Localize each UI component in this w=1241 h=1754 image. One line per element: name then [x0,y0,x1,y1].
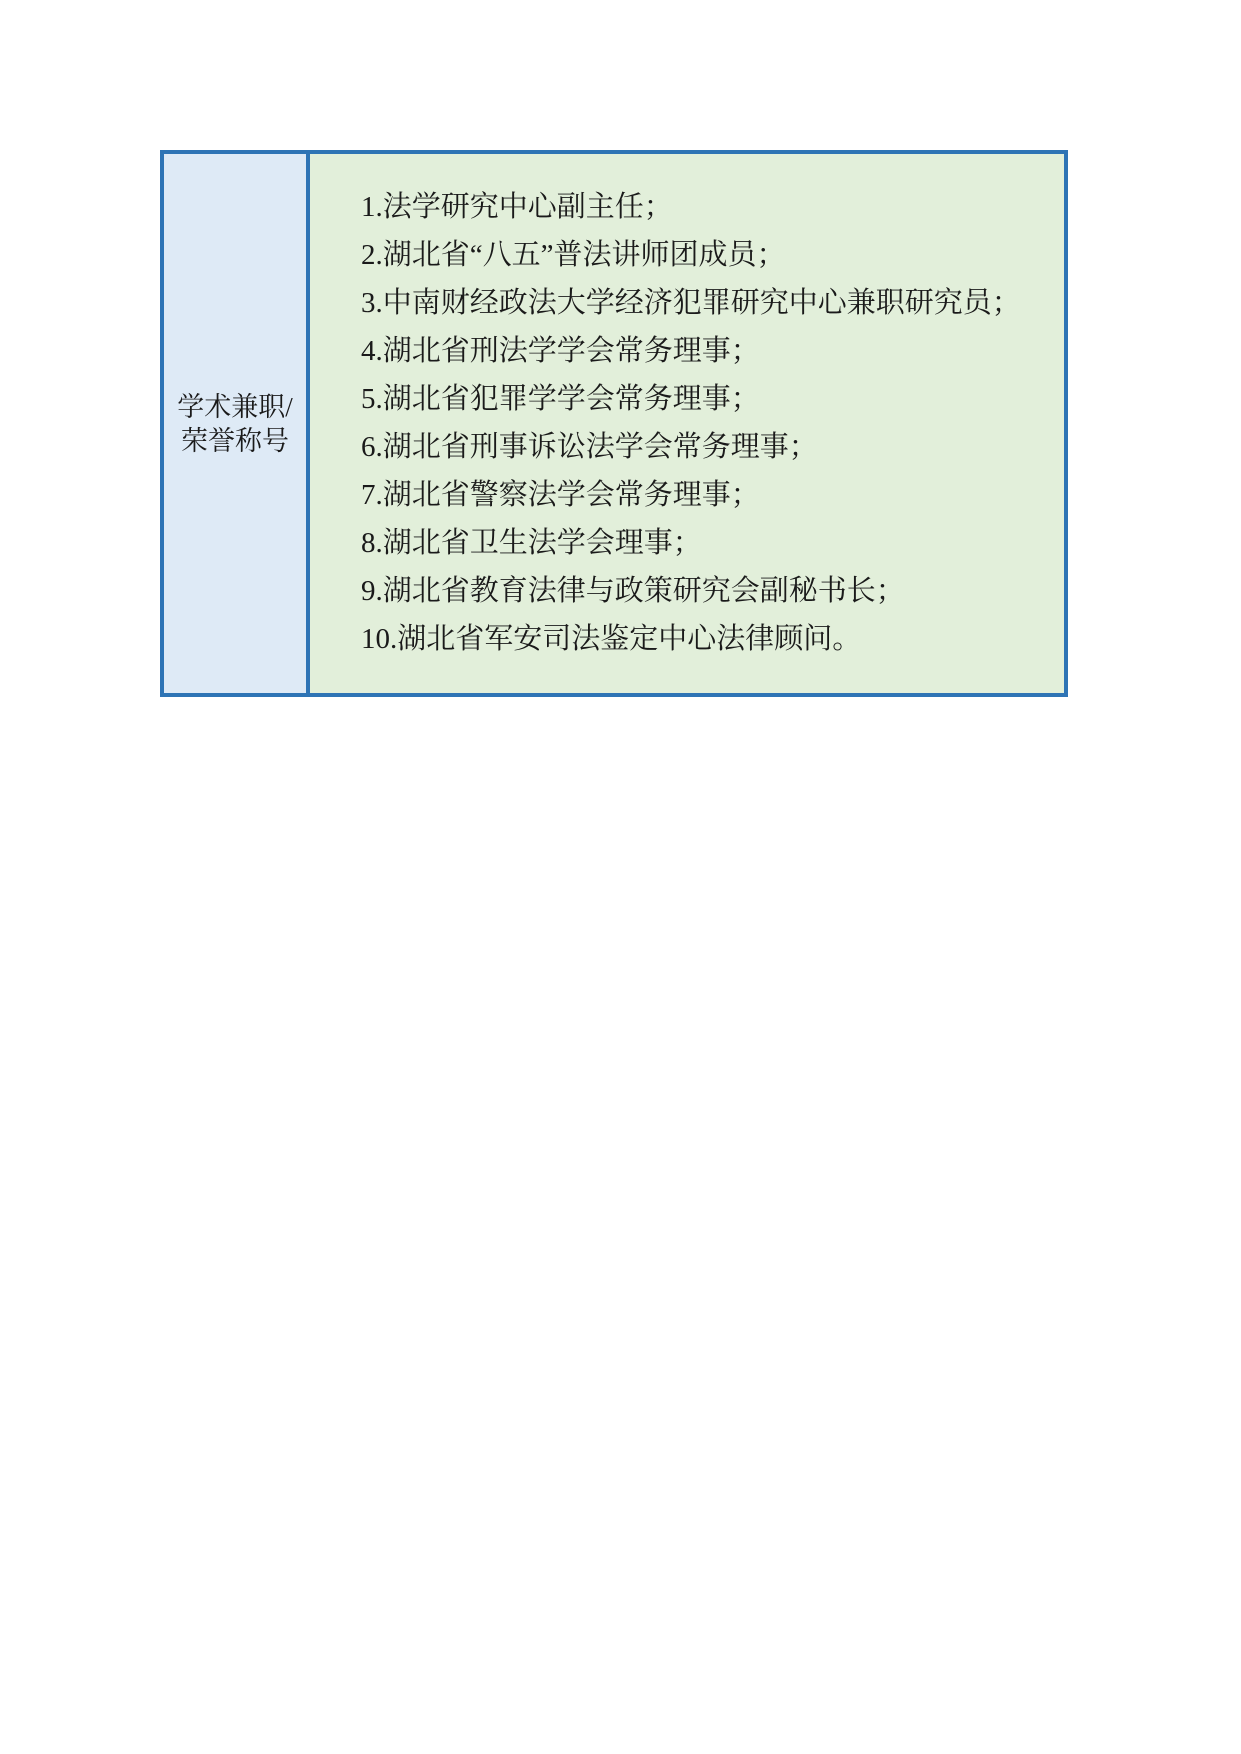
list-item: 8.湖北省卫生法学会理事； [361,527,702,559]
list-item: 9.湖北省教育法律与政策研究会副秘书长； [361,575,905,607]
header-line-1: 学术兼职/ [177,391,293,422]
table-header-cell [164,154,310,693]
list-item: 3.中南财经政法大学经济犯罪研究中心兼职研究员； [361,287,1021,319]
list-item: 2.湖北省“八五”普法讲师团成员； [361,239,786,271]
document-table [160,150,1068,697]
header-line-2: 荣誉称号 [181,425,289,456]
table-content-cell [310,154,1064,693]
items-list [361,192,1048,654]
list-item: 1.法学研究中心副主任； [361,191,673,223]
list-item: 5.湖北省犯罪学学会常务理事； [361,383,760,415]
list-item: 6.湖北省刑事诉讼法学会常务理事； [361,431,818,463]
list-item: 10.湖北省军安司法鉴定中心法律顾问。 [361,623,862,655]
list-item: 4.湖北省刑法学学会常务理事； [361,335,760,367]
list-item: 7.湖北省警察法学会常务理事； [361,479,760,511]
